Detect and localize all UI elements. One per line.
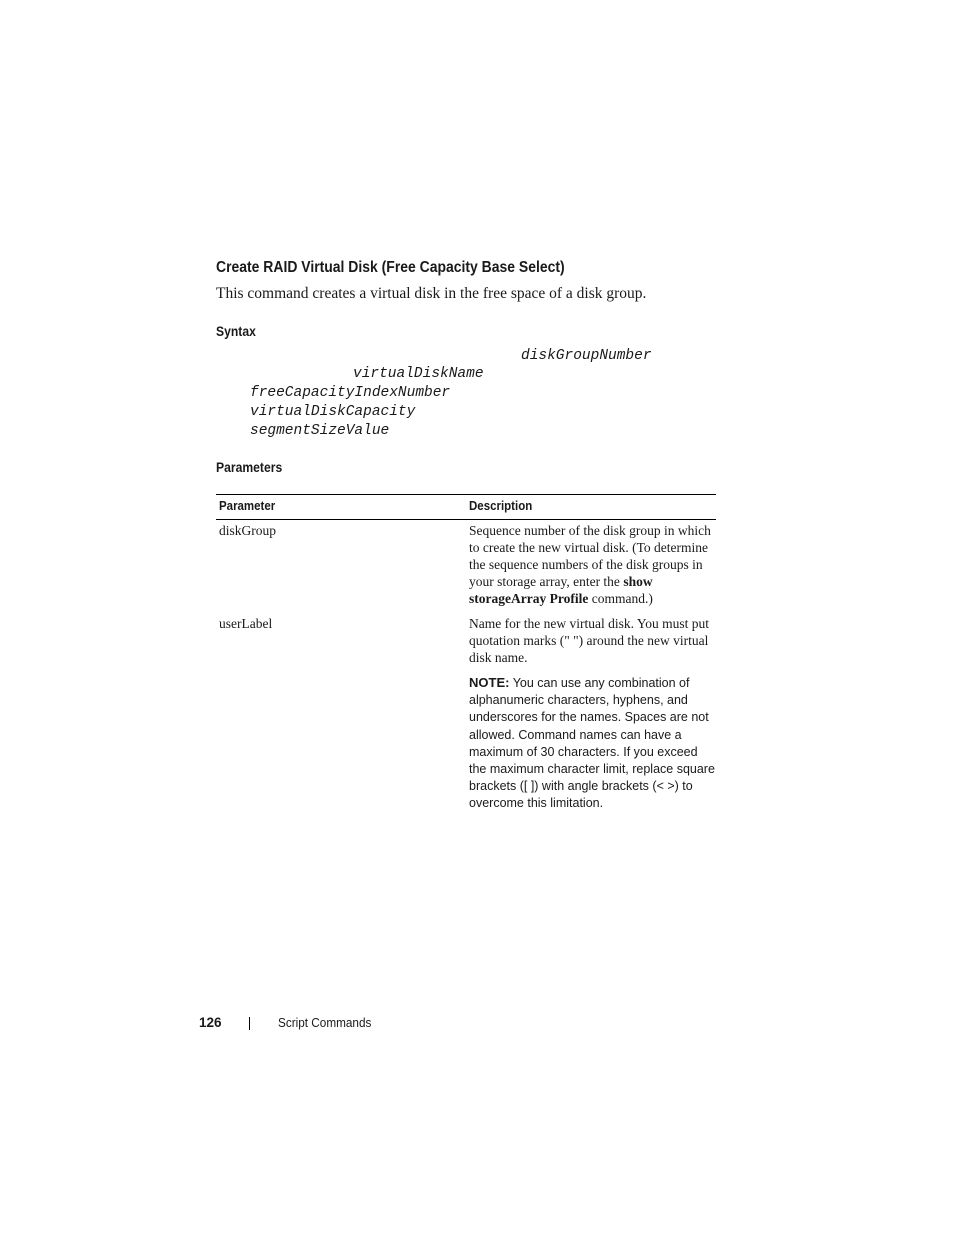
table-row-param-diskgroup: diskGroup [219, 523, 276, 538]
note-text: You can use any combination of alphanumeric characters, hyphens, and underscores for the names. Spaces are not allowed. Command names can have a maximum of 30 characters. If you exceed the maximum character limit, replace square brackets ([ ]) with angle brackets (< >) to overcome this limitation. [469, 676, 715, 811]
parameters-heading: Parameters [216, 460, 283, 475]
syntax-line-segment-size: segmentSizeValue [250, 423, 390, 439]
table-row-param-userlabel: userLabel [219, 616, 273, 631]
note-label: NOTE: [469, 675, 510, 690]
note-box [469, 674, 715, 813]
syntax-line-disk-group-number: diskGroupNumber [521, 348, 652, 364]
page-number: 126 [199, 1015, 222, 1030]
command-name: show storageArray Profile [469, 574, 653, 606]
column-header-description: Description [469, 499, 533, 513]
intro-paragraph: This command creates a virtual disk in the free space of a disk group. [216, 285, 647, 302]
section-title: Create RAID Virtual Disk (Free Capacity Base Select) [216, 259, 565, 276]
syntax-line-free-capacity-index: freeCapacityIndexNumber [250, 385, 451, 401]
footer-section-title: Script Commands [278, 1016, 372, 1030]
table-row-desc-diskgroup: Sequence number of the disk group in which to create the new virtual disk. (To determine the sequence numbers of the disk groups in your storage array, enter the show storageArray Profile command.) [469, 523, 711, 606]
table-header-rule [216, 519, 716, 520]
syntax-heading: Syntax [216, 324, 256, 339]
footer-divider [249, 1017, 250, 1030]
table-top-rule [216, 494, 716, 495]
column-header-parameter: Parameter [219, 499, 276, 513]
table-row-desc-userlabel: Name for the new virtual disk. You must put quotation marks (" ") around the new virtual disk name. [469, 616, 709, 665]
syntax-line-virtual-disk-name: virtualDiskName [353, 366, 484, 382]
syntax-line-virtual-disk-capacity: virtualDiskCapacity [250, 404, 416, 420]
